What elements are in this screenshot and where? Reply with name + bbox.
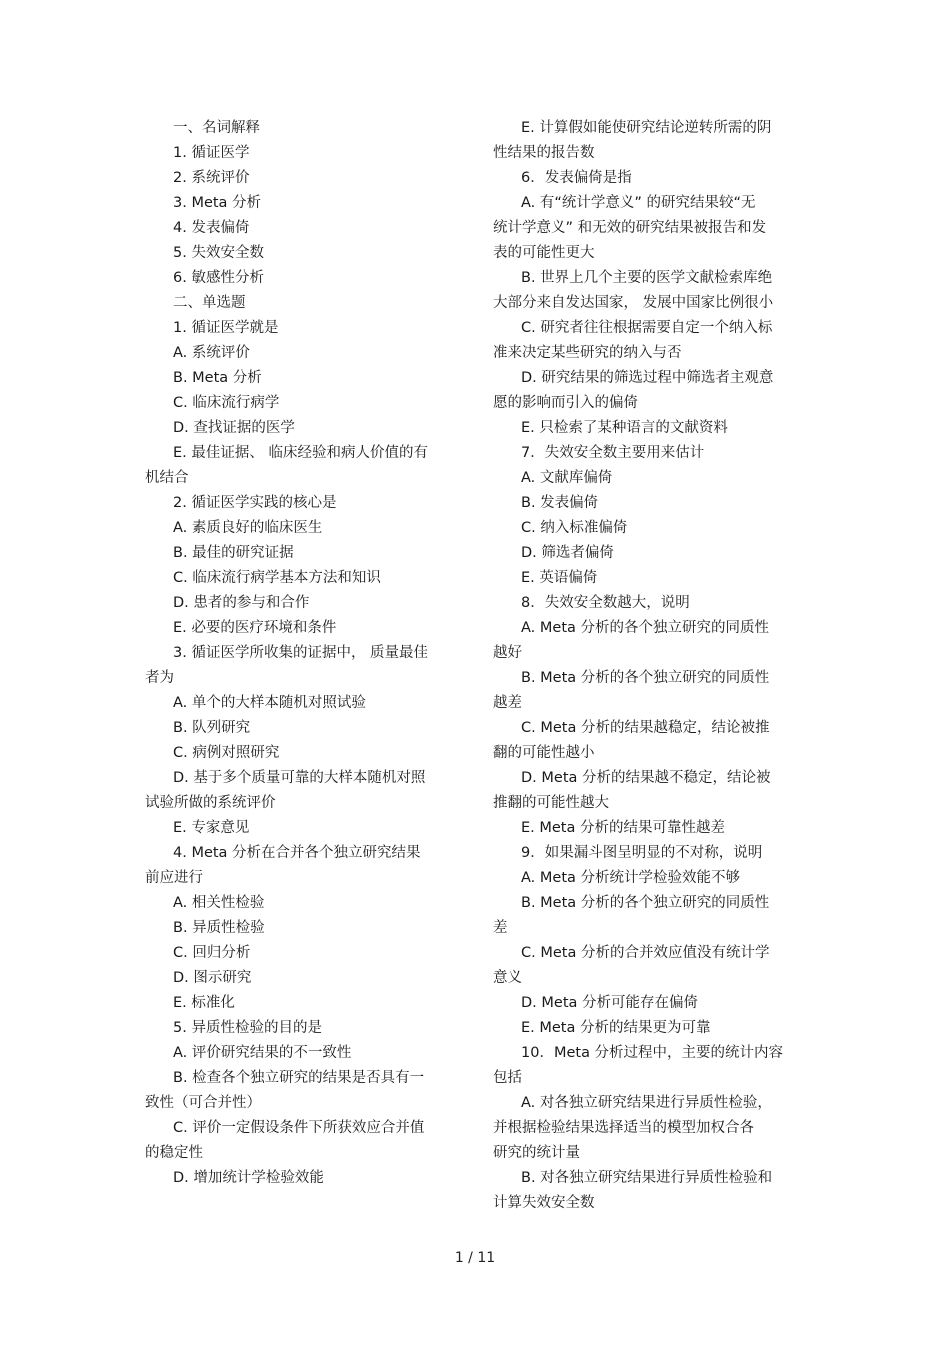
right-column-line: A. Meta 分析的各个独立研究的同质性 <box>521 620 769 636</box>
left-column-line: E. 专家意见 <box>173 820 250 836</box>
left-column-line: 4. 发表偏倚 <box>173 220 250 236</box>
right-column-line: D. 研究结果的筛选过程中筛选者主观意 <box>521 370 774 386</box>
right-column-line: A. 文献库偏倚 <box>521 470 613 486</box>
left-column-line: D. 查找证据的医学 <box>173 420 295 436</box>
left-column-line: 5. 异质性检验的目的是 <box>173 1020 322 1036</box>
right-column-line: C. Meta 分析的结果越稳定，结论被推 <box>521 720 770 736</box>
right-column-line: B. 世界上几个主要的医学文献检索库绝 <box>521 270 773 286</box>
left-column-line: A. 单个的大样本随机对照试验 <box>173 695 366 711</box>
right-column-line: 越好 <box>493 645 522 661</box>
right-column-line: 表的可能性更大 <box>493 245 595 261</box>
left-column-line: D. 图示研究 <box>173 970 252 986</box>
right-column-line: 愿的影响而引入的偏倚 <box>493 395 638 411</box>
right-column-line: 计算失效安全数 <box>493 1195 595 1211</box>
right-column-line: B. Meta 分析的各个独立研究的同质性 <box>521 895 770 911</box>
left-column-line: 3. 循证医学所收集的证据中， 质量最佳 <box>173 645 429 661</box>
left-column-line: 机结合 <box>145 470 189 486</box>
left-column-line: C. 回归分析 <box>173 945 251 961</box>
left-column-line: 5. 失效安全数 <box>173 245 264 261</box>
right-column-line: 9．如果漏斗图呈明显的不对称，说明 <box>521 845 763 861</box>
right-column-line: E. 只检索了某种语言的文献资料 <box>521 420 728 436</box>
left-column-line: A. 相关性检验 <box>173 895 265 911</box>
left-column-line: 4. Meta 分析在合并各个独立研究结果 <box>173 845 421 861</box>
right-column-line: 准来决定某些研究的纳入与否 <box>493 345 682 361</box>
left-column-line: 致性（可合并性） <box>145 1095 261 1111</box>
left-column-line: 1. 循证医学就是 <box>173 320 279 336</box>
left-column-line: E. 标准化 <box>173 995 235 1011</box>
left-column-line: D. 基于多个质量可靠的大样本随机对照 <box>173 770 426 786</box>
right-column-line: D. 筛选者偏倚 <box>521 545 614 561</box>
left-column-line: 3. Meta 分析 <box>173 195 262 211</box>
left-column-line: 试验所做的系统评价 <box>145 795 276 811</box>
right-column-line: D. Meta 分析的结果越不稳定，结论被 <box>521 770 771 786</box>
right-column-line: C. 研究者往往根据需要自定一个纳入标 <box>521 320 773 336</box>
left-column-line: 前应进行 <box>145 870 203 886</box>
left-column-line: 二、单选题 <box>173 295 246 311</box>
right-column-line: D. Meta 分析可能存在偏倚 <box>521 995 698 1011</box>
right-column-line: 意义 <box>493 970 522 986</box>
left-column-line: A. 素质良好的临床医生 <box>173 520 323 536</box>
right-column-line: E. 计算假如能使研究结论逆转所需的阴 <box>521 120 772 136</box>
left-column-line: B. 检查各个独立研究的结果是否具有一 <box>173 1070 425 1086</box>
right-column-line: E. Meta 分析的结果可靠性越差 <box>521 820 725 836</box>
right-column-line: 性结果的报告数 <box>493 145 595 161</box>
right-column-line: 差 <box>493 920 508 936</box>
right-column-line: E. 英语偏倚 <box>521 570 598 586</box>
left-column-line: B. 队列研究 <box>173 720 251 736</box>
right-column-line: 包括 <box>493 1070 522 1086</box>
page-indicator: 1 / 11 <box>454 1250 496 1266</box>
left-column-line: B. 异质性检验 <box>173 920 265 936</box>
left-column-line: A. 评价研究结果的不一致性 <box>173 1045 352 1061</box>
left-column-line: 1. 循证医学 <box>173 145 250 161</box>
right-column-line: 8．失效安全数越大，说明 <box>521 595 690 611</box>
left-column-line: C. 临床流行病学 <box>173 395 280 411</box>
left-column-line: D. 患者的参与和合作 <box>173 595 310 611</box>
left-column-line: 2. 循证医学实践的核心是 <box>173 495 337 511</box>
right-column-line: C. Meta 分析的合并效应值没有统计学 <box>521 945 770 961</box>
right-column-line: B. Meta 分析的各个独立研究的同质性 <box>521 670 770 686</box>
left-column-line: B. Meta 分析 <box>173 370 262 386</box>
left-column-line: 2. 系统评价 <box>173 170 250 186</box>
right-column-line: B. 发表偏倚 <box>521 495 599 511</box>
right-column <box>493 116 798 1216</box>
left-column-line: 6. 敏感性分析 <box>173 270 264 286</box>
right-column-line: E. Meta 分析的结果更为可靠 <box>521 1020 711 1036</box>
right-column-line: A. 对各独立研究结果进行异质性检验， <box>521 1095 772 1111</box>
left-column-line: E. 必要的医疗环境和条件 <box>173 620 337 636</box>
left-column-line: 者为 <box>145 670 174 686</box>
left-column-line: 一、名词解释 <box>173 120 260 136</box>
right-column-line: 越差 <box>493 695 522 711</box>
right-column-line: 推翻的可能性越大 <box>493 795 609 811</box>
left-column-line: C. 病例对照研究 <box>173 745 280 761</box>
left-column <box>145 116 455 1191</box>
right-column-line: 大部分来自发达国家， 发展中国家比例很小 <box>493 295 774 311</box>
right-column-line: B. 对各独立研究结果进行异质性检验和 <box>521 1170 773 1186</box>
right-column-line: 并根据检验结果选择适当的模型加权合各 <box>493 1120 754 1136</box>
left-column-line: C. 临床流行病学基本方法和知识 <box>173 570 381 586</box>
right-column-line: 研究的统计量 <box>493 1145 580 1161</box>
right-column-line: A. 有“统计学意义” 的研究结果较“无 <box>521 195 756 211</box>
right-column-line: 统计学意义” 和无效的研究结果被报告和发 <box>493 220 767 236</box>
left-column-line: A. 系统评价 <box>173 345 250 361</box>
right-column-line: 7．失效安全数主要用来估计 <box>521 445 705 461</box>
right-column-line: 翻的可能性越小 <box>493 745 595 761</box>
right-column-line: C. 纳入标准偏倚 <box>521 520 628 536</box>
right-column-line: A. Meta 分析统计学检验效能不够 <box>521 870 740 886</box>
left-column-line: 的稳定性 <box>145 1145 203 1161</box>
right-column-line: 10．Meta 分析过程中，主要的统计内容 <box>521 1045 784 1061</box>
right-column-line: 6．发表偏倚是指 <box>521 170 632 186</box>
left-column-line: B. 最佳的研究证据 <box>173 545 294 561</box>
left-column-line: C. 评价一定假设条件下所获效应合并值 <box>173 1120 425 1136</box>
left-column-line: D. 增加统计学检验效能 <box>173 1170 324 1186</box>
left-column-line: E. 最佳证据、 临床经验和病人价值的有 <box>173 445 428 461</box>
